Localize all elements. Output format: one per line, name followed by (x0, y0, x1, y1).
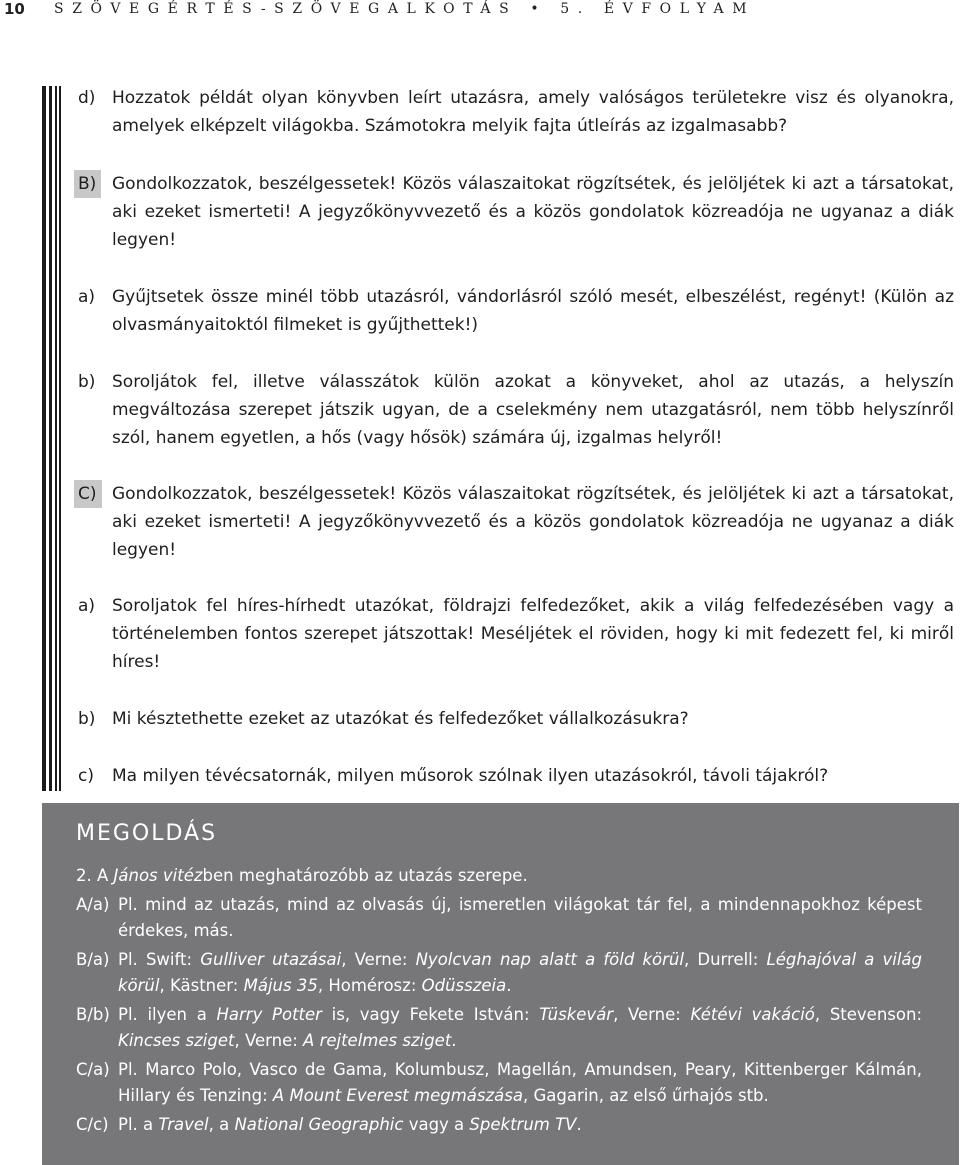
solution-label: C/c) (76, 1115, 109, 1134)
task-B-b (74, 368, 954, 452)
task-text: Soroljátok fel, illetve válasszátok külön azokat a könyveket, ahol az utazás, a helyszín megváltozása szerepet játszik ugyan, de a cselekmény nem utazgatásról, nem több helyszínről szól, hanem egyetlen, a hős (vagy hősök) számára új, izgalmas helyről! (112, 372, 954, 448)
task-B-a (74, 283, 954, 339)
task-C-a (74, 592, 954, 676)
task-text: Gyűjtsetek össze minél több utazásról, vándorlásról szóló mesét, elbeszélést, regényt! (Külön az olvasmányaitoktól filmeket is gyűjthettek!) (112, 287, 954, 335)
task-text: Ma milyen tévécsatornák, milyen műsorok szólnak ilyen utazásokról, távoli tájakról? (112, 766, 829, 786)
solution-line-C-c: C/c) Pl. a Travel, a National Geographic vagy a Spektrum TV. (76, 1112, 922, 1138)
section-marker: B) (74, 170, 101, 198)
task-marker: c) (78, 766, 94, 786)
task-marker: b) (78, 372, 96, 392)
task-text: Hozzatok példát olyan könyvben leírt utazásra, amely valóságos területekre visz és olyanokra, amelyek elképzelt világokba. Számotokra melyik fajta útleírás az izgalmasabb? (112, 88, 954, 136)
solution-line-A-a: A/a) Pl. mind az utazás, mind az olvasás új, ismeretlen világokat tár fel, a mindennapokhoz képest érdekes, más. (76, 892, 922, 944)
task-text: Soroljatok fel híres-hírhedt utazókat, földrajzi felfedezőket, akik a világ felfedezésében vagy a történelemben fontos szerepet játszottak! Meséljétek el röviden, hogy ki mit fedezett fel, ki miről híres! (112, 596, 954, 672)
section-marker: C) (74, 480, 102, 508)
task-C-c (74, 762, 954, 790)
solution-box (42, 803, 959, 1165)
task-d (74, 84, 954, 140)
task-text: Gondolkozzatok, beszélgessetek! Közös válaszaitokat rögzítsétek, és jelöljétek ki azt a társatokat, aki ezeket ismerteti! A jegyzőkönyvvezető és a közös gondolatok közreadója ne ugyanaz a diák legyen! (112, 174, 954, 250)
solution-label: C/a) (76, 1060, 110, 1079)
task-C (74, 480, 954, 564)
solution-line-B-a: B/a) Pl. Swift: Gulliver utazásai, Verne: Nyolcvan nap alatt a föld körül, Durrell: Léghajóval a világ körül, Kästner: Május 35, Homérosz: Odüsszeia. (76, 947, 922, 999)
task-B (74, 170, 954, 254)
solution-label: B/b) (76, 1005, 110, 1024)
running-title: SZÖVEGÉRTÉS-SZÖVEGALKOTÁS • 5. ÉVFOLYAM (54, 1, 756, 17)
margin-bars (42, 86, 66, 791)
task-marker: b) (78, 709, 96, 729)
solution-line-C-a: C/a) Pl. Marco Polo, Vasco de Gama, Kolumbusz, Magellán, Amundsen, Peary, Kittenberger Kálmán, Hillary és Tenzing: A Mount Everest megmászása, Gagarin, az első űrhajós stb. (76, 1057, 922, 1109)
solution-title: MEGOLDÁS (76, 821, 218, 846)
solution-label: B/a) (76, 950, 110, 969)
task-marker: d) (78, 88, 96, 108)
task-marker: a) (78, 287, 96, 307)
task-C-b (74, 705, 954, 733)
task-text: Gondolkozzatok, beszélgessetek! Közös válaszaitokat rögzítsétek, és jelöljétek ki azt a társatokat, aki ezeket ismerteti! A jegyzőkönyvvezető és a közös gondolatok közreadója ne ugyanaz a diák legyen! (112, 484, 954, 560)
task-marker: a) (78, 596, 96, 616)
solution-line-2: 2. A János vitézben meghatározóbb az utazás szerepe. (76, 866, 528, 885)
solution-body (76, 863, 922, 1141)
solution-line-B-b: B/b) Pl. ilyen a Harry Potter is, vagy Fekete István: Tüskevár, Verne: Kétévi vakáció, Stevenson: Kincses sziget, Verne: A rejtelmes sziget. (76, 1002, 922, 1054)
solution-label: A/a) (76, 895, 110, 914)
task-text: Mi késztethette ezeket az utazókat és felfedezőket vállalkozásukra? (112, 709, 689, 729)
page-number: 10 (4, 0, 25, 18)
